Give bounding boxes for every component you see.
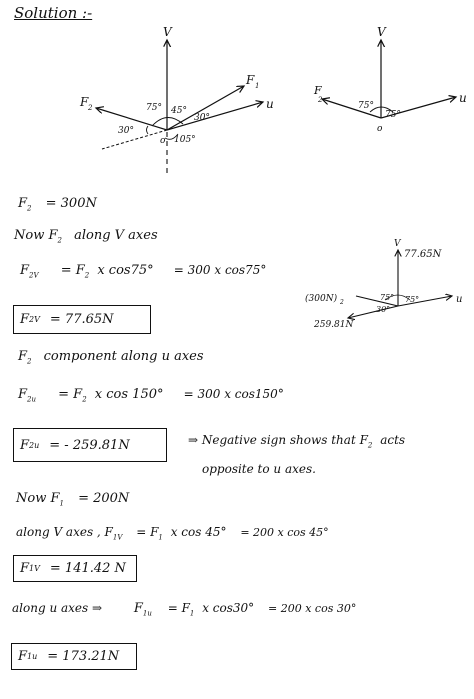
f1v-equation: along V axes , $F_{1V} = F_1$ x cos 45° = 200 x cos 45° — [16, 525, 329, 542]
label-u: u — [459, 91, 467, 105]
label-v: V — [394, 239, 401, 249]
label-f2-magnitude: (300N) — [305, 294, 338, 304]
label-f2-sub: 2 — [340, 299, 344, 306]
label-v: V — [377, 25, 386, 39]
label-f2: F — [80, 95, 89, 109]
angle-arc-left — [147, 126, 149, 134]
label-f2: F — [314, 84, 322, 97]
angle-75: 75° — [146, 103, 162, 113]
diagram2 — [313, 25, 467, 134]
label-o: o — [160, 136, 166, 146]
f2v-equation: $F_{2V} = F_2$ x cos75° = 300 x cos75° — [20, 263, 267, 280]
diagram1 — [79, 25, 274, 175]
label-f2-sub: 2 — [318, 96, 323, 104]
f1-given: Now $F_1 = 200N$ — [16, 491, 130, 508]
diagram3 — [305, 239, 462, 330]
angle-75-right: 75° — [385, 110, 401, 120]
angle-30-right: 30° — [194, 113, 210, 123]
result-box-f2u: F 2u = - 259.81N — [13, 428, 167, 462]
f2-component-heading: $F_2$ component along u axes — [18, 349, 204, 366]
angle-30-left: 30° — [118, 126, 134, 136]
angle-75b: 75° — [405, 295, 420, 304]
label-result: 259.81N — [314, 320, 354, 330]
label-f1: F — [246, 73, 255, 87]
u-axis-extension — [102, 130, 167, 149]
label-v-value: 77.65N — [404, 249, 442, 260]
negative-sign-note: ⇒ Negative sign shows that $F_2$ acts — [188, 433, 406, 450]
label-f2-sub: 2 — [88, 104, 93, 112]
angle-75-left: 75° — [358, 101, 374, 111]
angle-105: 105° — [174, 135, 196, 145]
f2u-equation: $F_{2u} = F_2$ x cos 150° = 300 x cos150° — [18, 387, 284, 404]
f1u-equation: along u axes ⇒ $F_{1u} = F_1$ x cos30° = 200 x cos 30° — [12, 601, 357, 618]
label-v: V — [163, 25, 172, 39]
label-u: u — [456, 294, 463, 305]
label-o: o — [377, 124, 383, 134]
result-box-f1v: F 1V = 141.42 N — [13, 555, 137, 582]
angle-75: 75° — [380, 293, 395, 302]
now-f2-along-v: Now $F_2$ along V axes — [14, 228, 158, 245]
label-u: u — [266, 97, 274, 111]
vector-diagrams — [0, 0, 474, 340]
page-title: Solution :- — [14, 4, 93, 22]
angle-30: 30° — [376, 305, 391, 314]
f2-given: $F_2 = 300N$ — [18, 196, 97, 213]
result-box-f1u: F 1u = 173.21N — [11, 643, 137, 670]
resultant-vector — [348, 306, 398, 318]
label-f1-sub: 1 — [255, 82, 260, 90]
negative-sign-note-line2: opposite to u axes. — [202, 462, 316, 476]
result-box-f2v: F 2V = 77.65N — [13, 305, 151, 334]
angle-45: 45° — [171, 106, 187, 116]
